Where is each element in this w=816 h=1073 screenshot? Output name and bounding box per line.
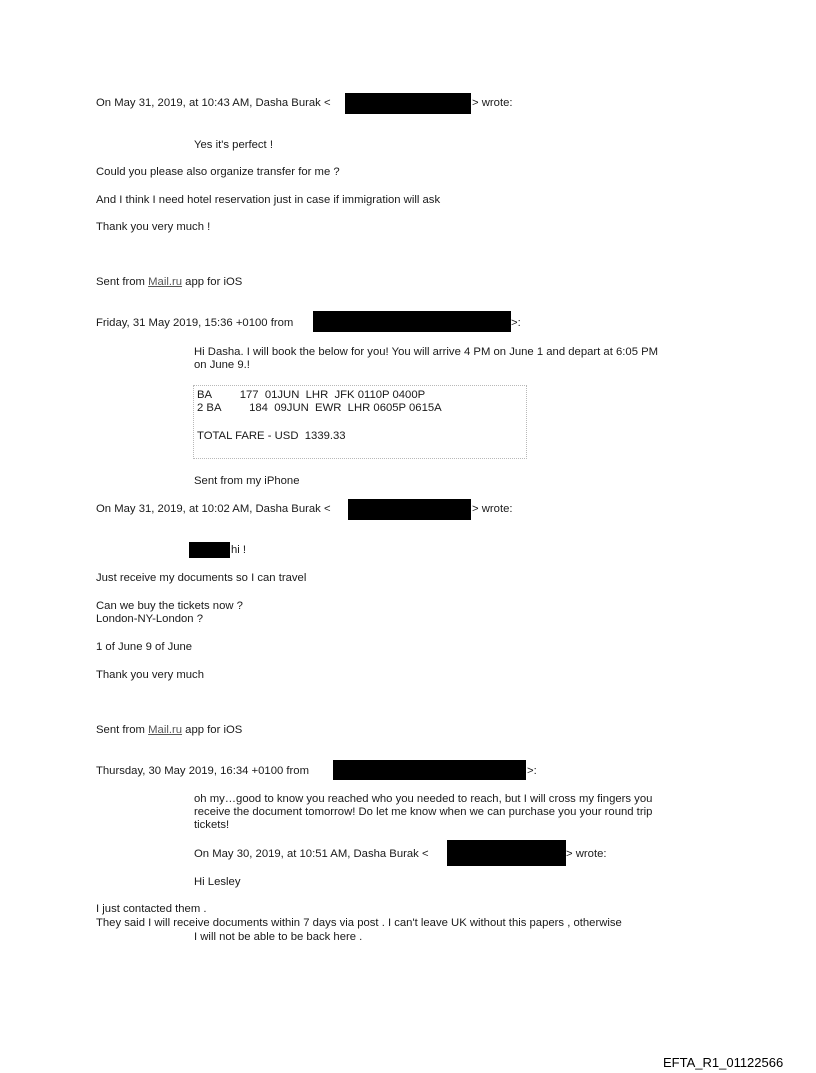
fare-line: 2 BA 184 09JUN EWR LHR 0605P 0615A [197, 402, 442, 414]
email4-line: They said I will receive documents within 7 days via post . I can't leave UK without this papers , otherwise [96, 917, 622, 929]
redaction-box [189, 542, 230, 558]
fare-box [193, 385, 527, 459]
email3-sent-from [96, 724, 242, 736]
redaction-box [447, 840, 566, 866]
email3-greeting: hi ! [231, 544, 247, 556]
email3-header: On May 31, 2019, at 10:02 AM, Dasha Burak < [96, 503, 331, 515]
email1-line: Could you please also organize transfer for me ? [96, 166, 340, 178]
sent-prefix: Sent from [96, 276, 149, 288]
email4-header-suffix: >: [527, 765, 537, 777]
email3-line: 1 of June 9 of June [96, 641, 193, 653]
sent-suffix: app for iOS [182, 276, 243, 288]
email4-quote-header: On May 30, 2019, at 10:51 AM, Dasha Burak < [194, 848, 429, 860]
email4-greeting: Hi Lesley [194, 876, 241, 888]
email1-line: Thank you very much ! [96, 221, 211, 233]
redaction-box [333, 760, 526, 780]
email2-signature: Sent from my iPhone [194, 475, 300, 487]
redaction-box [345, 93, 471, 114]
mail-ru-link[interactable]: Mail.ru [148, 276, 183, 288]
email4-line: I just contacted them . [96, 903, 207, 915]
email1-header-suffix: > wrote: [472, 97, 513, 109]
email2-header: Friday, 31 May 2019, 15:36 +0100 from [96, 317, 294, 329]
email1-sent-from [96, 276, 242, 288]
email4-line: I will not be able to be back here . [194, 931, 363, 943]
email4-header: Thursday, 30 May 2019, 16:34 +0100 from [96, 765, 309, 777]
mail-ru-link[interactable]: Mail.ru [148, 724, 183, 736]
fare-line: BA 177 01JUN LHR JFK 0110P 0400P [197, 389, 426, 401]
email2-body: Hi Dasha. I will book the below for you! You will arrive 4 PM on June 1 and depart at 6:05 PM on June 9.! [194, 346, 659, 371]
email4-body: oh my…good to know you reached who you needed to reach, but I will cross my fingers you receive the document tomorrow! Do let me know when we can purchase you your round trip tickets! [194, 793, 653, 831]
email2-header-suffix: >: [511, 317, 521, 329]
fare-total: TOTAL FARE - USD 1339.33 [197, 430, 346, 442]
sent-suffix: app for iOS [182, 724, 243, 736]
email3-line: London-NY-London ? [96, 613, 203, 625]
email1-header: On May 31, 2019, at 10:43 AM, Dasha Burak < [96, 97, 331, 109]
redaction-box [313, 311, 511, 332]
email3-line: Thank you very much [96, 669, 204, 681]
email3-line: Just receive my documents so I can travel [96, 572, 307, 584]
email3-line: Can we buy the tickets now ? [96, 600, 243, 612]
email4-quote-suffix: > wrote: [566, 848, 607, 860]
document-id: EFTA_R1_01122566 [663, 1055, 784, 1070]
redaction-box [348, 499, 471, 520]
sent-prefix: Sent from [96, 724, 149, 736]
email3-header-suffix: > wrote: [472, 503, 513, 515]
email1-line: And I think I need hotel reservation just in case if immigration will ask [96, 194, 441, 206]
email1-line: Yes it's perfect ! [194, 139, 273, 151]
